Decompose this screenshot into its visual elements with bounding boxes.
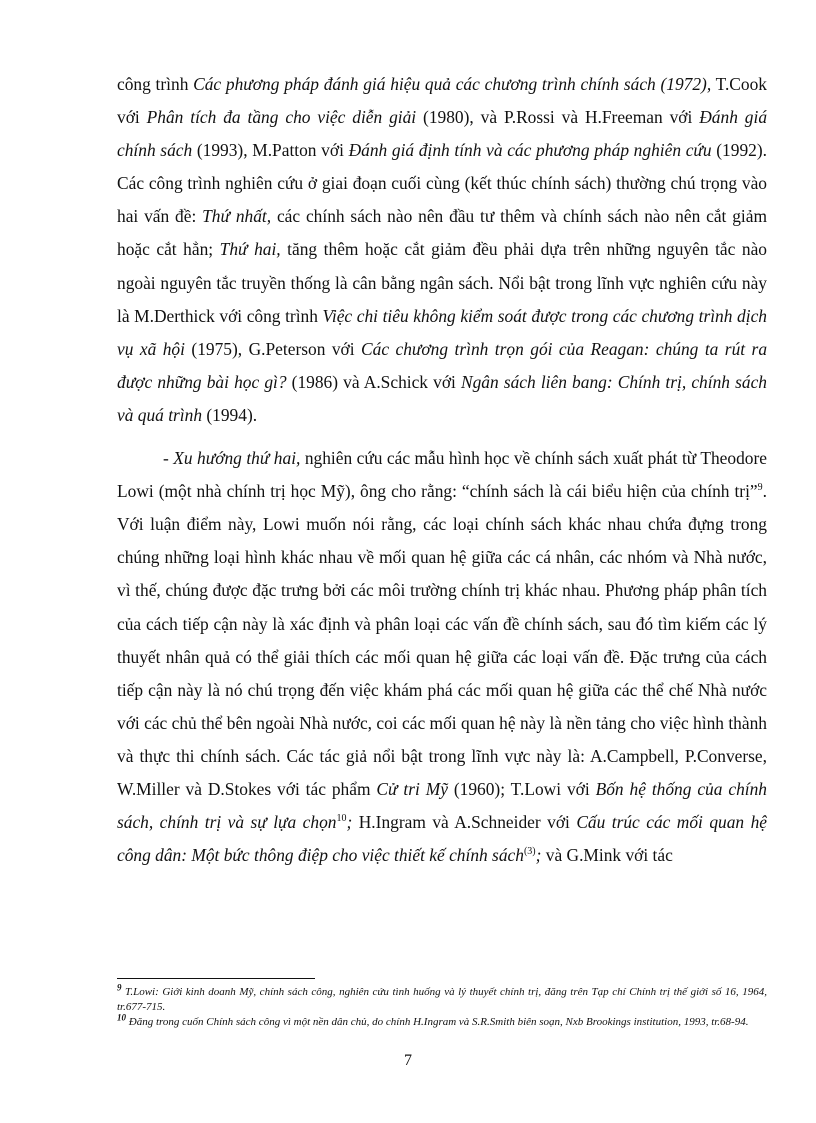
footnote-ref-10[interactable]: 10 <box>336 813 347 825</box>
italic-emphasis: Thứ hai, <box>219 239 281 260</box>
text-run: (1975), G.Peterson với <box>184 338 362 359</box>
footnote-number: 10 <box>117 1012 126 1023</box>
italic-title: Việc chi tiêu không kiểm soát được trong các chương trình dịch vụ xã hội <box>117 305 767 359</box>
text-run: - <box>163 448 174 469</box>
text-run: H.Ingram và A.Schneider với <box>352 812 577 833</box>
footnotes <box>117 982 767 1031</box>
italic-punct: ; <box>535 845 542 866</box>
italic-title: Ngân sách liên bang: Chính trị, chính sách và quá trình <box>117 371 767 425</box>
italic-title: Các chương trình trọn gói của Reagan: chúng ta rút ra được những bài học gì? <box>117 338 768 392</box>
paragraph-2 <box>117 442 767 872</box>
text-run: . Với luận điểm này, Lowi muốn nói rằng, các loại chính sách khác nhau chứa đựng trong chúng những loại hình khác nhau về mối quan hệ giữa các cá nhân, các nhóm và Nhà nước, vì thế, chúng được đặc trưng bởi các môi trường chính trị khác nhau. Phương pháp phân tích của cách tiếp cận này là xác định và phân loại các vấn đề chính sách, sau đó tìm kiếm các lý thuyết nhân quả có thể giải thích các mối quan hệ giữa các loại vấn đề. Đặc trưng của cách tiếp cận này là nó chú trọng đến việc khám phá các mối quan hệ giữa các thể chế Nhà nước với các chủ thể bên ngoài Nhà nước, coi các mối quan hệ này là nền tảng cho việc hình thành và thực thi chính sách. Các tác giả nổi bật trong lĩnh vực này là: A.Campbell, P.Converse, W.Miller và D.Stokes với tác phẩm <box>117 481 767 799</box>
italic-emphasis: Xu hướng thứ hai, <box>173 448 301 469</box>
text-run: các chính sách nào nên đầu tư thêm và chính sách nào nên cắt giảm hoặc cắt hẳn; <box>117 206 768 260</box>
italic-emphasis: Thứ nhất, <box>202 206 272 227</box>
text-run: (1993), M.Patton với <box>192 140 349 161</box>
text-run: (1980), và P.Rossi và H.Freeman với <box>416 107 700 128</box>
footnote-number: 9 <box>117 982 122 993</box>
italic-title: Đánh giá chính sách <box>117 107 768 161</box>
text-run: và G.Mink với tác <box>541 845 673 866</box>
text-run: (1960); T.Lowi với <box>447 778 596 799</box>
text-run: tăng thêm hoặc cắt giảm đều phải dựa trên những nguyên tắc nào ngoài nguyên tắc truyền thống là cân bằng ngân sách. Nổi bật trong lĩnh vực nghiên cứu này là M.Derthick với công trình <box>117 239 767 326</box>
text-run: (1994). <box>202 404 258 425</box>
text-run: công trình <box>117 74 194 94</box>
italic-punct: ; <box>346 812 353 833</box>
body-text <box>117 68 767 872</box>
text-run: (1992). Các công trình nghiên cứu ở giai đoạn cuối cùng (kết thúc chính sách) thường chú trọng vào hai vấn đề: <box>117 140 767 227</box>
footnote-ref-9[interactable]: 9 <box>757 482 763 494</box>
page-number: 7 <box>404 1052 412 1069</box>
footnote-ref-3[interactable]: (3) <box>523 846 536 858</box>
paragraph-1 <box>117 68 767 432</box>
italic-title: Cử tri Mỹ <box>376 778 448 799</box>
footnote-9 <box>117 982 767 1014</box>
text-run: T.Cook với <box>117 74 767 128</box>
footnote-separator <box>117 978 315 979</box>
italic-title: Các phương pháp đánh giá hiệu quả các chương trình chính sách (1972), <box>193 74 712 94</box>
italic-title: Phân tích đa tầng cho việc diễn giải <box>146 107 417 128</box>
text-run: nghiên cứu các mẫu hình học về chính sách xuất phát từ Theodore Lowi (một nhà chính trị học Mỹ), ông cho rằng: “chính sách là cái biểu hiện của chính trị” <box>117 448 767 502</box>
footnote-text: Đăng trong cuốn Chính sách công vì một nền dân chủ, do chính H.Ingram và S.R.Smith biên soạn, Nxb Brookings institution, 1993, tr.68-94. <box>126 1016 749 1028</box>
footnote-text: T.Lowi: Giới kinh doanh Mỹ, chính sách công, nghiên cứu tình huống và lý thuyết chính trị, đăng trên Tạp chí Chính trị thế giới số 16, 1964, tr.677-715. <box>117 986 767 1013</box>
italic-title: Bốn hệ thống của chính sách, chính trị và sự lựa chọn <box>117 778 767 833</box>
italic-title: Đánh giá định tính và các phương pháp nghiên cứu <box>348 140 712 161</box>
footnote-10 <box>117 1012 767 1030</box>
text-run: (1986) và A.Schick với <box>286 371 462 392</box>
italic-title: Cấu trúc các mối quan hệ công dân: Một bức thông điệp cho việc thiết kế chính sách <box>117 812 767 866</box>
